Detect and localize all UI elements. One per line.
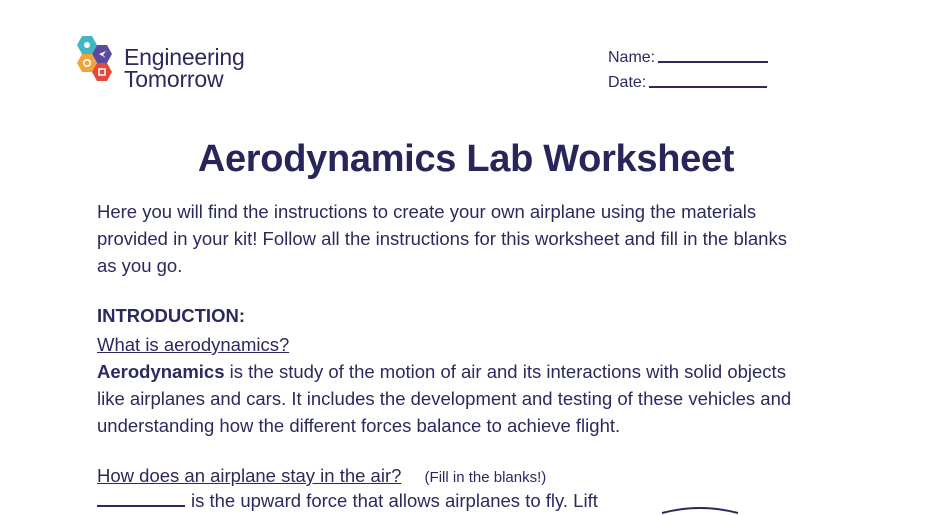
page-title: Aerodynamics Lab Worksheet	[197, 138, 735, 180]
date-label: Date:	[608, 74, 647, 91]
question-2-text: How does an airplane stay in the air?	[97, 465, 402, 486]
date-blank[interactable]	[649, 86, 767, 88]
intro-line-3: as you go.	[97, 255, 183, 276]
definition-line-2: like airplanes and cars. It includes the development and testing of these vehicles and	[97, 388, 792, 409]
name-date-fields	[608, 42, 768, 92]
intro-paragraph	[97, 198, 787, 279]
aerodynamics-question: What is aerodynamics?	[97, 334, 290, 355]
hexagon-logo-icon	[70, 34, 124, 96]
introduction-heading: INTRODUCTION:	[97, 305, 245, 326]
logo-line-1: Engineering	[124, 44, 245, 70]
airplane-illustration-icon	[660, 503, 740, 515]
question-2	[97, 465, 546, 487]
question-2-hint: (Fill in the blanks!)	[424, 469, 547, 486]
logo-line-2: Tomorrow	[124, 66, 224, 92]
definition-term: Aerodynamics	[97, 361, 225, 382]
definition-line-1	[97, 358, 791, 385]
name-row	[608, 42, 768, 67]
definition-line-3: understanding how the different forces balance to achieve flight.	[97, 415, 621, 436]
definition-text-1: is the study of the motion of air and its interactions with solid objects	[224, 361, 786, 382]
question-2-line-1	[97, 490, 598, 512]
intro-line-1: Here you will find the instructions to create your own airplane using the materials	[97, 201, 757, 222]
engineering-tomorrow-logo	[70, 34, 260, 96]
name-blank[interactable]	[658, 61, 768, 63]
logo-wordmark	[124, 46, 245, 90]
date-row	[608, 67, 768, 92]
question-2-line-1-text: is the upward force that allows airplanes to fly. Lift	[191, 490, 598, 511]
fill-in-blank[interactable]	[97, 491, 185, 507]
name-label: Name:	[608, 49, 656, 66]
definition-block	[97, 331, 791, 439]
intro-line-2: provided in your kit! Follow all the instructions for this worksheet and fill in the blanks	[97, 228, 787, 249]
